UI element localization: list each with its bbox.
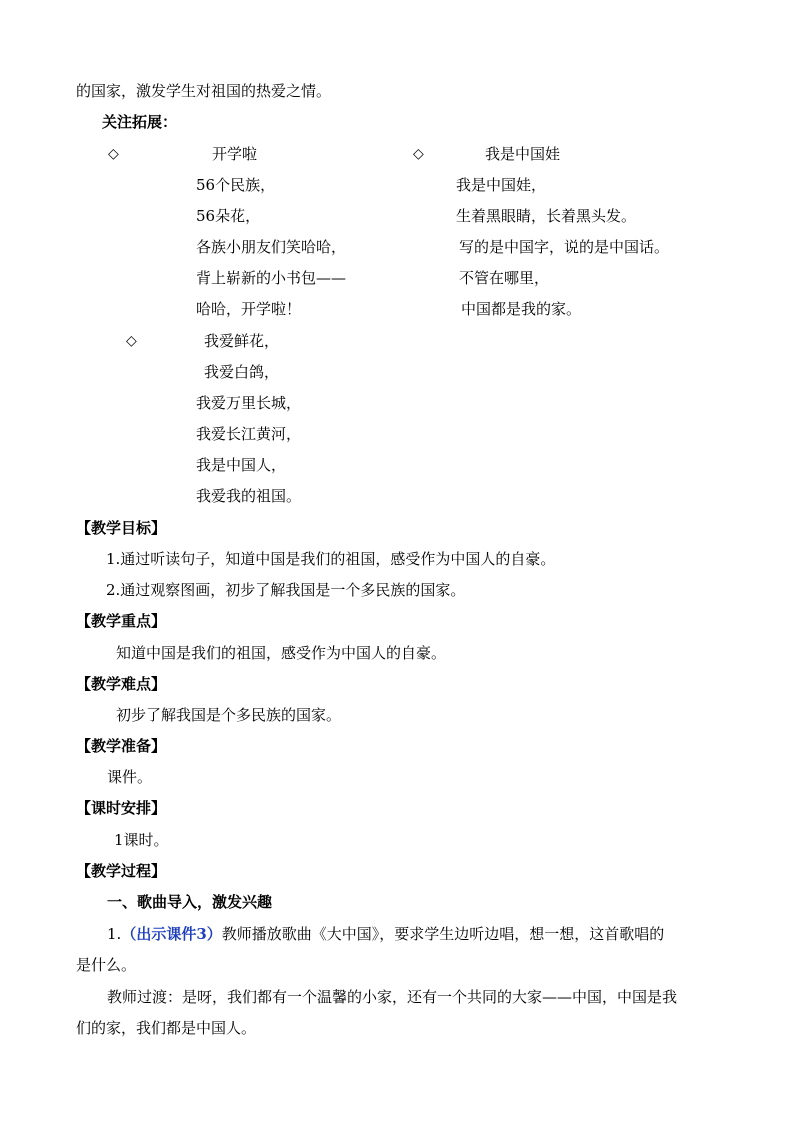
- schedule-text: 1课时。: [114, 831, 169, 849]
- difficulty-text: 初步了解我国是个多民族的国家。: [116, 706, 342, 724]
- process-item1: [107, 924, 664, 944]
- poem1-title: 开学啦: [212, 145, 258, 163]
- step1-title: 一、歌曲导入，激发兴趣: [107, 893, 273, 911]
- diamond-bullet-icon: ◇: [413, 146, 424, 162]
- extension-heading: 关注拓展：: [102, 113, 178, 131]
- goal-item: 2.通过观察图画，初步了解我国是一个多民族的国家。: [106, 581, 466, 599]
- poem3-line: 我爱万里长城，: [196, 394, 302, 412]
- poem2-line: 不管在哪里，: [459, 269, 550, 287]
- key-point-heading: 【教学重点】: [76, 612, 167, 630]
- item1-number: 1.: [107, 925, 122, 943]
- transition-line2: 们的家，我们都是中国人。: [76, 1019, 257, 1037]
- poem1-line: 56个民族，: [196, 176, 276, 194]
- poem1-line: 各族小朋友们笑哈哈，: [196, 238, 347, 256]
- poem2-line: 生着黑眼睛，长着黑头发。: [456, 207, 637, 225]
- poem2-line: 写的是中国字，说的是中国话。: [459, 238, 670, 256]
- courseware-link: （出示课件3）: [121, 925, 222, 943]
- goals-heading: 【教学目标】: [76, 519, 167, 537]
- diamond-bullet-icon: ◇: [108, 146, 119, 162]
- poem2-line: 我是中国娃，: [456, 176, 547, 194]
- transition-line1: 教师过渡：是呀，我们都有一个温馨的小家，还有一个共同的大家——中国，中国是我: [107, 988, 678, 1006]
- poem1-line: 56朵花，: [196, 207, 261, 225]
- key-point-text: 知道中国是我们的祖国，感受作为中国人的自豪。: [116, 644, 447, 662]
- poem2-title: 我是中国娃: [485, 145, 561, 163]
- schedule-heading: 【课时安排】: [76, 799, 167, 817]
- poem3-line: 我爱白鸽，: [204, 363, 280, 381]
- poem2-line: 中国都是我的家。: [461, 300, 582, 318]
- process-item1-cont: 是什么。: [76, 956, 137, 974]
- preparation-heading: 【教学准备】: [76, 737, 167, 755]
- poem3-line: 我爱长江黄河，: [196, 425, 302, 443]
- poem3-line: 我是中国人，: [196, 456, 287, 474]
- difficulty-heading: 【教学难点】: [76, 675, 167, 693]
- intro-line: 的国家，激发学生对祖国的热爱之情。: [76, 82, 332, 100]
- preparation-text: 课件。: [107, 768, 153, 786]
- poem3-line: 我爱我的祖国。: [196, 487, 302, 505]
- diamond-bullet-icon: ◇: [126, 333, 137, 349]
- poem3-line: 我爱鲜花，: [204, 332, 280, 350]
- poem1-line: 背上崭新的小书包——: [196, 269, 347, 287]
- poem1-line: 哈哈，开学啦！: [196, 300, 302, 318]
- process-heading: 【教学过程】: [76, 862, 167, 880]
- item1-text: 教师播放歌曲《大中国》，要求学生边听边唱，想一想，这首歌唱的: [221, 925, 665, 943]
- goal-item: 1.通过听读句子，知道中国是我们的祖国，感受作为中国人的自豪。: [106, 550, 556, 568]
